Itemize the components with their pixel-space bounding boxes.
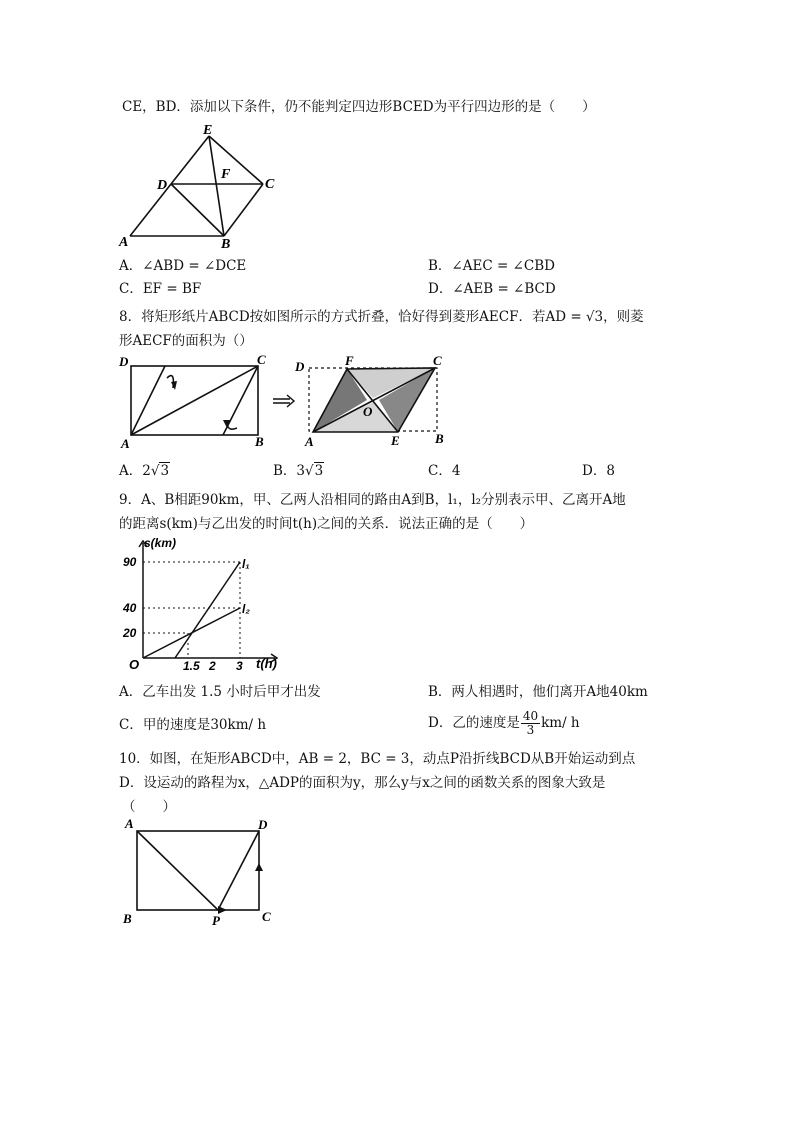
q7-label-E: E <box>203 123 213 138</box>
q9-x-tick-3: 3 <box>236 659 243 673</box>
q9-distance-time-graph <box>115 535 285 675</box>
q8-label-A: A <box>121 436 130 451</box>
q7-option-d: D．∠AEB = ∠BCD <box>428 281 556 297</box>
q10-label-B: B <box>123 911 132 926</box>
q9-stem-line2: 的距离s(km)与乙出发的时间t(h)之间的关系．说法正确的是（ ） <box>119 516 534 532</box>
q10-rectangle-figure <box>115 815 285 930</box>
q10-stem-line1: 10．如图，在矩形ABCD中，AB = 2，BC = 3，动点P沿折线BCD从B开始运动到点 <box>119 751 636 767</box>
q8-folding-figure <box>115 352 455 452</box>
q10-label-C: C <box>262 909 271 924</box>
q9-option-a: A．乙车出发 1.5 小时后甲才出发 <box>119 684 321 700</box>
q7-option-a: A．∠ABD = ∠DCE <box>119 258 247 274</box>
q9-y-axis-label: s(km) <box>144 536 177 550</box>
q9-x-axis-label: t(h) <box>256 656 277 671</box>
q10-stem-line2: D．设运动的路程为x，△ADP的面积为y，那么y与x之间的函数关系的图象大致是 <box>119 775 606 791</box>
q8-label-D-fold: D <box>295 359 305 374</box>
q9-line-l1-label: l₁ <box>242 557 250 571</box>
q8-label-A-fold: A <box>305 434 314 449</box>
q9-option-b: B．两人相遇时，他们离开A地40km <box>428 684 648 700</box>
q10-stem-line3: （ ） <box>122 799 176 815</box>
q9-y-tick-20: 20 <box>123 626 137 640</box>
q8-option-b: B．3√3 <box>273 463 324 479</box>
q9-x-tick-1.5: 1.5 <box>183 659 200 673</box>
q8-label-D: D <box>119 354 129 369</box>
q9-option-c: C．甲的速度是30km/ h <box>119 717 267 733</box>
q9-option-d: D．乙的速度是 $\frac{40}{3}$ km/ h <box>428 709 580 737</box>
q9-y-tick-40: 40 <box>123 601 137 615</box>
q8-label-B-fold: B <box>435 431 444 446</box>
q8-option-a: A．2√3 <box>119 463 170 479</box>
q9-origin-label: O <box>129 657 140 672</box>
q8-option-d: D．8 <box>582 463 615 479</box>
q8-label-C-fold: C <box>433 353 442 368</box>
q7-label-D: D <box>157 178 168 193</box>
q8-label-C: C <box>257 352 266 367</box>
q9-x-tick-2: 2 <box>209 659 216 673</box>
q7-label-A: A <box>119 235 129 250</box>
q8-label-F: F <box>345 353 354 368</box>
q7-label-F: F <box>221 167 231 182</box>
q10-label-P: P <box>212 913 220 928</box>
q7-label-B: B <box>221 237 231 252</box>
q8-label-B: B <box>255 434 264 449</box>
q7-label-C: C <box>265 177 275 192</box>
q7-parallelogram-figure <box>115 118 295 253</box>
q7-option-c: C．EF = BF <box>119 281 202 297</box>
q8-label-E: E <box>391 433 400 448</box>
q9-line-l2-label: l₂ <box>242 602 250 616</box>
q7-stem: CE，BD．添加以下条件，仍不能判定四边形BCED为平行四边形的是（ ） <box>122 99 596 115</box>
q10-label-A: A <box>125 816 134 831</box>
q9-y-tick-90: 90 <box>123 555 137 569</box>
q8-option-c: C．4 <box>428 463 461 479</box>
q7-option-b: B．∠AEC = ∠CBD <box>428 258 555 274</box>
q8-label-O: O <box>363 404 373 419</box>
q9-stem-line1: 9．A、B相距90km，甲、乙两人沿相同的路由A到B，l₁，l₂分别表示甲、乙离开A地 <box>119 492 626 508</box>
q8-stem-line2: 形AECF的面积为（） <box>119 333 253 349</box>
q8-stem-line1: 8．将矩形纸片ABCD按如图所示的方式折叠，恰好得到菱形AECF．若AD = √3，则菱 <box>119 309 644 325</box>
q10-label-D: D <box>258 817 268 832</box>
